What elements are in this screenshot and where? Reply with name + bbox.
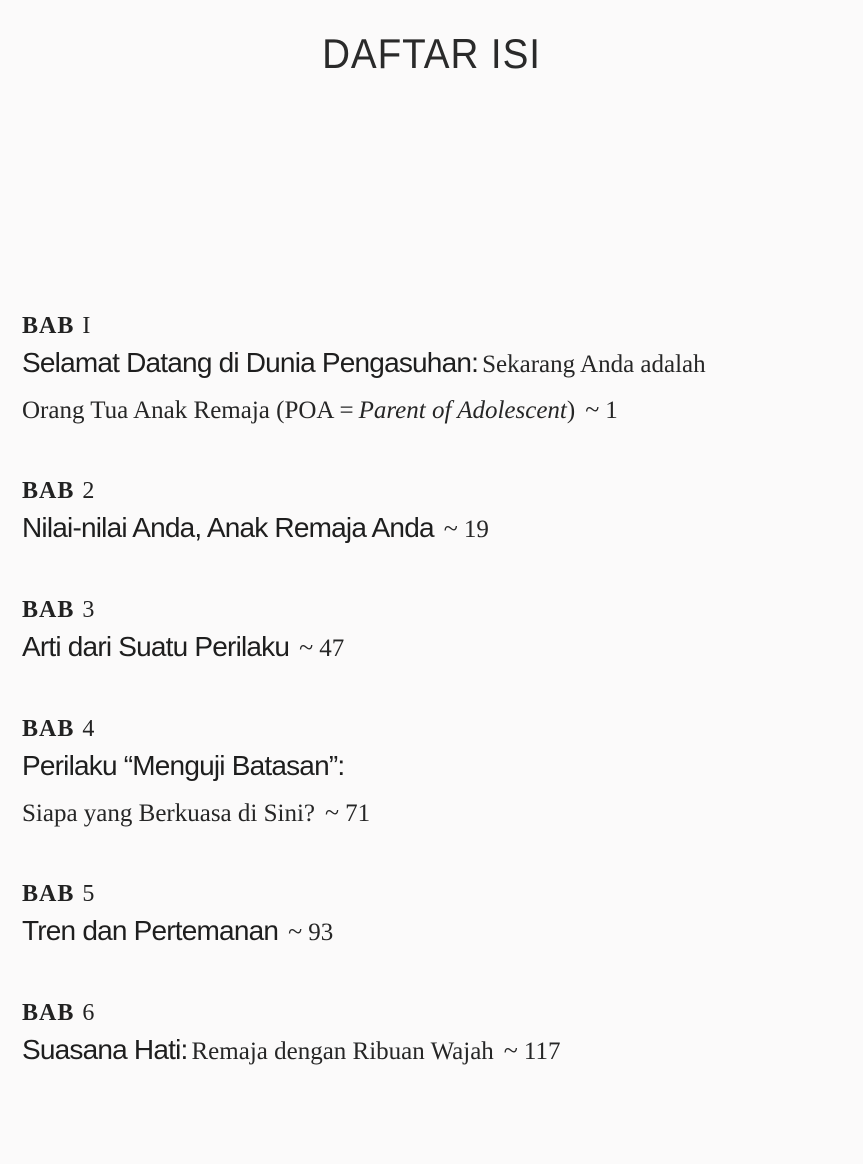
chapter-number: 6 xyxy=(82,1000,96,1026)
chapter-title: Arti dari Suatu Perilaku xyxy=(22,631,290,662)
toc-entry-bab-2[interactable] xyxy=(22,475,842,554)
tilde-separator: ~ xyxy=(585,395,600,424)
toc-entry-bab-6[interactable] xyxy=(22,997,842,1076)
chapter-number: 2 xyxy=(82,478,96,504)
page-number: 47 xyxy=(319,635,345,662)
chapter-title: Perilaku “Menguji Batasan”: xyxy=(22,750,345,781)
chapter-subtitle: Remaja dengan Ribuan Wajah xyxy=(191,1038,494,1065)
page-number: 71 xyxy=(345,800,371,827)
toc-entry-bab-3[interactable] xyxy=(22,594,842,673)
table-of-contents xyxy=(22,310,842,1116)
page-number: 19 xyxy=(463,516,489,543)
chapter-number: 3 xyxy=(82,597,96,623)
chapter-label: BAB 4 xyxy=(22,716,96,742)
tilde-separator: ~ xyxy=(288,917,303,946)
chapter-subtitle-cont: Orang Tua Anak Remaja (POA = xyxy=(22,397,359,424)
chapter-number: 4 xyxy=(82,716,96,742)
page-number: 117 xyxy=(523,1038,561,1065)
tilde-separator: ~ xyxy=(299,633,314,662)
tilde-separator: ~ xyxy=(443,514,458,543)
chapter-title: Suasana Hati xyxy=(22,1034,181,1065)
page-number: 93 xyxy=(308,919,334,946)
chapter-title-colon: : xyxy=(471,347,479,378)
toc-entry-bab-4[interactable] xyxy=(22,713,842,838)
chapter-number: I xyxy=(82,313,92,339)
chapter-title: Nilai-nilai Anda, Anak Remaja Anda xyxy=(22,512,434,543)
chapter-subtitle: Siapa yang Berkuasa di Sini? xyxy=(22,800,315,827)
chapter-label: BAB 6 xyxy=(22,1000,96,1026)
chapter-subtitle-close: ) xyxy=(566,397,576,424)
chapter-label: BAB 2 xyxy=(22,478,96,504)
toc-entry-bab-1[interactable] xyxy=(22,310,842,435)
tilde-separator: ~ xyxy=(325,798,340,827)
page-number: 1 xyxy=(605,397,618,424)
page-title: DAFTAR ISI xyxy=(322,30,541,77)
chapter-subtitle-italic: Parent of Adolescent xyxy=(358,397,567,424)
chapter-number: 5 xyxy=(82,881,96,907)
chapter-title: Selamat Datang di Dunia Pengasuhan xyxy=(22,347,472,378)
toc-entry-bab-5[interactable] xyxy=(22,878,842,957)
chapter-label: BAB 5 xyxy=(22,881,96,907)
chapter-title-colon: : xyxy=(180,1034,188,1065)
tilde-separator: ~ xyxy=(503,1036,518,1065)
chapter-subtitle: Sekarang Anda adalah xyxy=(482,351,706,378)
chapter-title: Tren dan Pertemanan xyxy=(22,915,279,946)
chapter-label: BAB I xyxy=(22,313,92,339)
chapter-label: BAB 3 xyxy=(22,597,96,623)
